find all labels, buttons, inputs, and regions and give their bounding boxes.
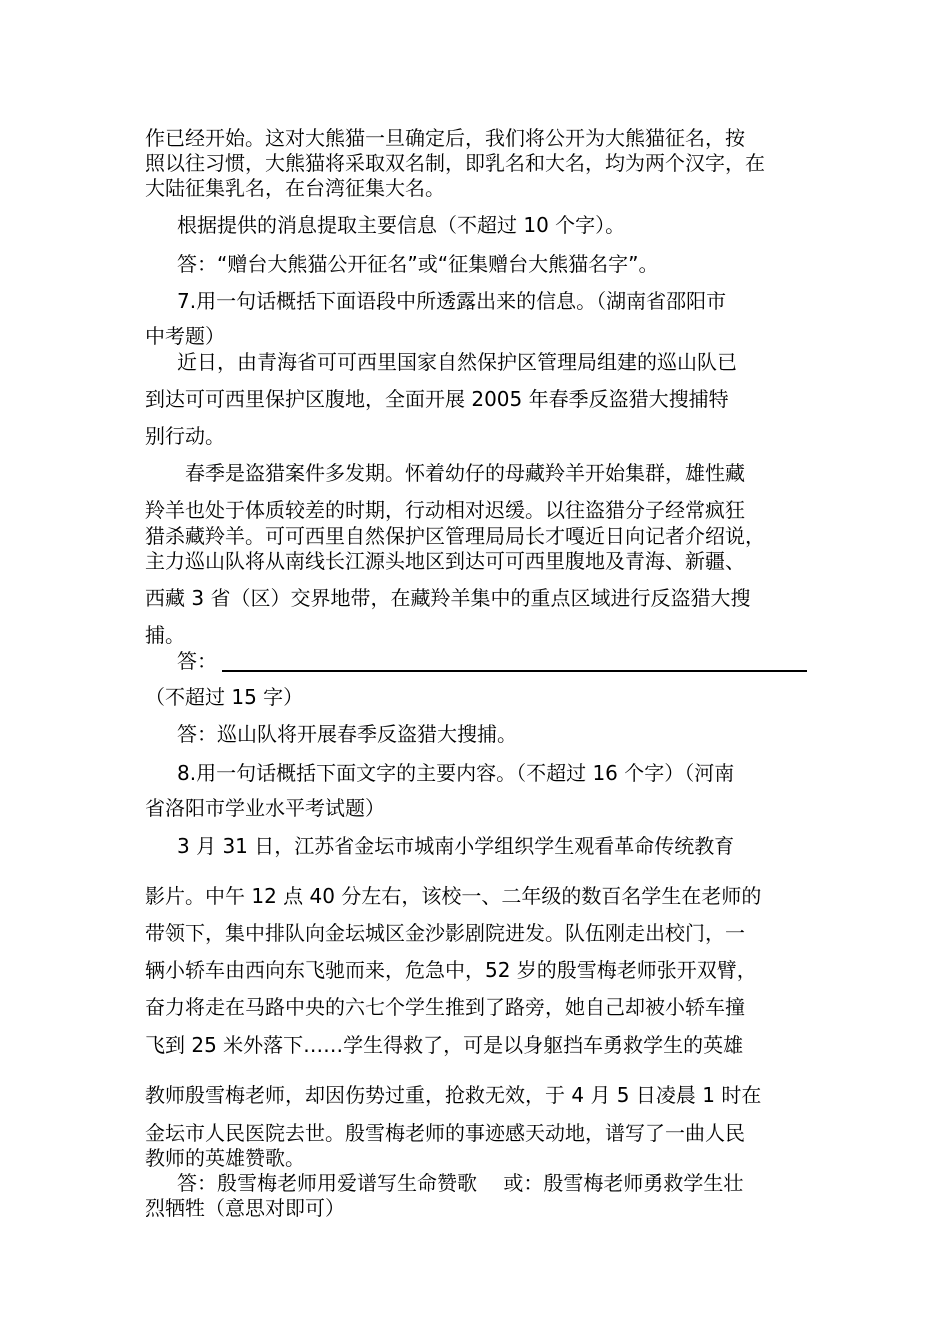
text-line: 3 月 31 日，江苏省金坛市城南小学组织学生观看革命传统教育 [177, 834, 735, 858]
text-line: 教师殷雪梅老师，却因伤势过重，抢救无效，于 4 月 5 日凌晨 1 时在 [145, 1083, 762, 1107]
text-line: 烈牺牲（意思对即可） [145, 1196, 345, 1220]
text-line: 辆小轿车由西向东飞驰而来，危急中，52 岁的殷雪梅老师张开双臂， [145, 958, 757, 982]
text-line: 捕。 [145, 623, 185, 647]
text-line: 照以往习惯，大熊猫将采取双名制，即乳名和大名，均为两个汉字，在 [145, 151, 765, 175]
text-line: 教师的英雄赞歌。 [145, 1146, 305, 1170]
answer-blank [222, 670, 807, 672]
text-line: 猎杀藏羚羊。可可西里自然保护区管理局局长才嘎近日向记者介绍说， [145, 524, 765, 548]
text-line: 影片。中午 12 点 40 分左右，该校一、二年级的数百名学生在老师的 [145, 884, 762, 908]
question-prompt: 根据提供的消息提取主要信息（不超过 10 个字）。 [177, 213, 626, 237]
text-line: （不超过 15 字） [145, 685, 304, 709]
text-line: 带领下，集中排队向金坛城区金沙影剧院进发。队伍刚走出校门，一 [145, 921, 745, 945]
question-7-heading: 7.用一句话概括下面语段中所透露出来的信息。（湖南省邵阳市 [177, 289, 727, 313]
text-line: 省洛阳市学业水平考试题） [145, 796, 385, 820]
text-line: 作已经开始。这对大熊猫一旦确定后，我们将公开为大熊猫征名，按 [145, 126, 745, 150]
text-line: 奋力将走在马路中央的六七个学生推到了路旁，她自己却被小轿车撞 [145, 995, 745, 1019]
text-line: 主力巡山队将从南线长江源头地区到达可可西里腹地及青海、新疆、 [145, 549, 745, 573]
answer-line: 答：殷雪梅老师用爱谱写生命赞歌 或：殷雪梅老师勇救学生壮 [177, 1171, 744, 1195]
question-8-heading: 8.用一句话概括下面文字的主要内容。（不超过 16 个字）（河南 [177, 761, 735, 785]
text-line: 到达可可西里保护区腹地，全面开展 2005 年春季反盗猎大搜捕特 [145, 387, 729, 411]
text-line: 别行动。 [145, 424, 225, 448]
text-line: 西藏 3 省（区）交界地带，在藏羚羊集中的重点区域进行反盗猎大搜 [145, 586, 751, 610]
answer-line: 答：“赠台大熊猫公开征名”或“征集赠台大熊猫名字”。 [177, 252, 659, 276]
text-line: 近日，由青海省可可西里国家自然保护区管理局组建的巡山队已 [177, 350, 737, 374]
text-line: 大陆征集乳名，在台湾征集大名。 [145, 176, 445, 200]
text-line: 中考题） [145, 324, 225, 348]
answer-label: 答： [177, 649, 217, 673]
text-line: 春季是盗猎案件多发期。怀着幼仔的母藏羚羊开始集群，雄性藏 [185, 461, 745, 485]
text-line: 羚羊也处于体质较差的时期，行动相对迟缓。以往盗猎分子经常疯狂 [145, 498, 745, 522]
text-line: 飞到 25 米外落下……学生得救了，可是以身躯挡车勇救学生的英雄 [145, 1033, 744, 1057]
answer-line: 答：巡山队将开展春季反盗猎大搜捕。 [177, 722, 517, 746]
text-line: 金坛市人民医院去世。殷雪梅老师的事迹感天动地，谱写了一曲人民 [145, 1121, 745, 1145]
